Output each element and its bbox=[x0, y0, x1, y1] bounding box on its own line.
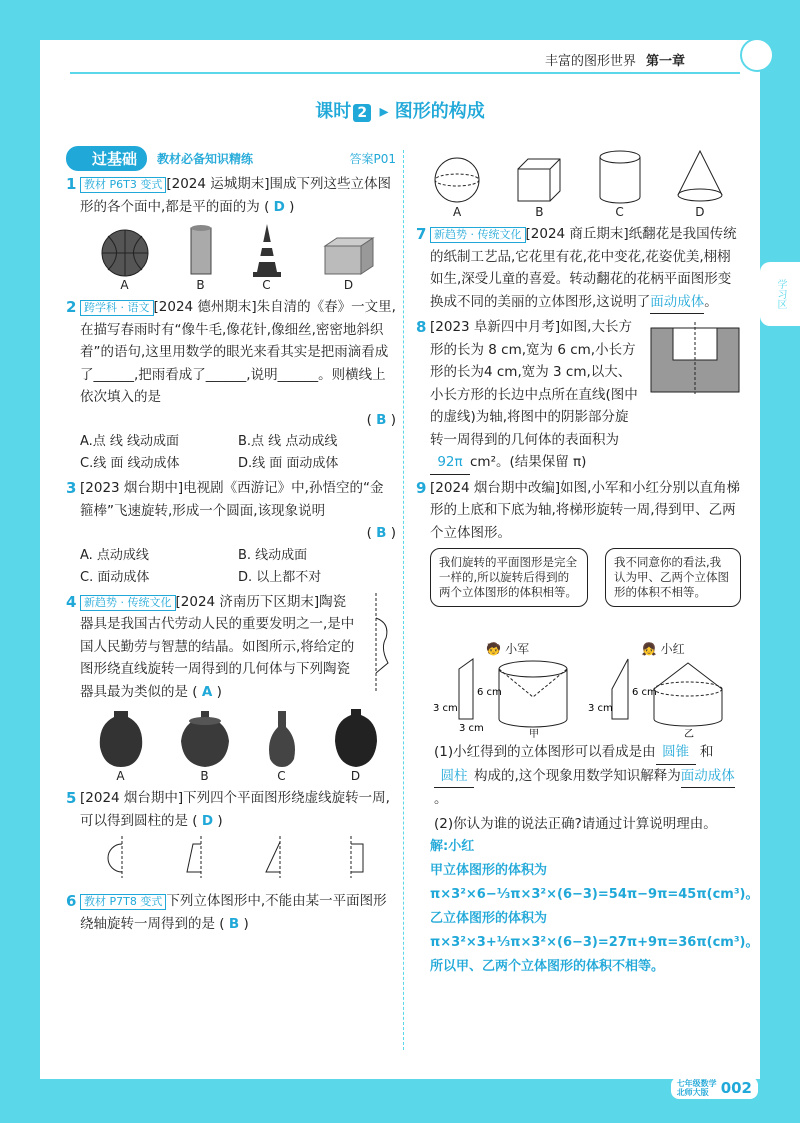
part1-text: (1)小红得到的立体图形可以看成是由 bbox=[434, 744, 656, 760]
unit-note: cm²。(结果保留 π) bbox=[470, 454, 587, 470]
footer-small-2: 北师大版 bbox=[676, 1088, 709, 1097]
question-text: [2024 济南历下区期末]陶瓷器具是我国古代劳动人民的重要发明之一,是中国人民勤劳与智慧的结晶。如图所示,将给定的图形绕直线旋转一周得到的几何体与下列陶瓷器具最为类似的是 bbox=[80, 593, 355, 700]
question-5: 5 [2024 烟台期中]下列四个平面图形绕虚线旋转一周,可以得到圆柱的是 ( D ) bbox=[66, 789, 390, 829]
question-number: 7 bbox=[416, 225, 427, 243]
header-divider bbox=[70, 72, 740, 74]
cylinder-icon bbox=[597, 149, 643, 205]
answer: D bbox=[201, 812, 214, 829]
question-9 bbox=[416, 477, 741, 545]
lesson-title: 课时 2 ▸ 图形的构成 bbox=[315, 101, 485, 122]
option-d: D.线 面 面动成体 bbox=[238, 456, 339, 471]
option-a: A.点 线 线动成面 bbox=[80, 434, 180, 449]
question-tag: 教材 P6T3 变式 bbox=[80, 177, 166, 193]
option-label: C bbox=[262, 278, 271, 292]
fig-label-jia: 甲 bbox=[528, 729, 539, 739]
answer: B bbox=[228, 915, 240, 932]
half-circle-shape bbox=[100, 836, 140, 886]
question-tag: 新趋势 · 传统文化 bbox=[80, 595, 176, 611]
section-header bbox=[66, 145, 396, 171]
fig-label-yi: 乙 bbox=[684, 729, 695, 739]
answer-blank: 圆锥 bbox=[656, 741, 696, 765]
option-d-box bbox=[321, 234, 377, 292]
option-c: C. 面动成体 bbox=[80, 569, 150, 585]
basketball-icon bbox=[100, 228, 150, 278]
figure-jia bbox=[433, 657, 583, 739]
side-tab[interactable]: 学习区 bbox=[760, 262, 800, 326]
question-number: 3 bbox=[66, 479, 77, 497]
option-c: C.线 面 线动成体 bbox=[80, 456, 180, 471]
pottery-d bbox=[331, 707, 381, 783]
lesson-prefix: 课时 bbox=[315, 101, 352, 122]
figure-yi bbox=[588, 657, 738, 739]
trapezoid-shape bbox=[179, 836, 219, 886]
sphere-icon bbox=[432, 155, 482, 205]
dim-label-a: 3 cm bbox=[588, 703, 614, 714]
top-frame bbox=[0, 0, 800, 40]
question-text: [2024 运城期末]围成下列这些立体图形的各个面中,都是平的面的为 bbox=[80, 176, 392, 215]
vase-icon bbox=[264, 709, 300, 769]
question-2: 2 跨学科 · 语文 [2024 德州期末]朱自清的《春》一文里,在描写春雨时有“像牛毛,像花针,像细丝,密密地斜织着”的语句,这里用数学的眼光来看其实是把雨滴看成了______,把雨看成了______,说明______。则横线上依次填入的是 ( B ) bbox=[66, 298, 396, 428]
option-d: D. 以上都不对 bbox=[238, 569, 322, 585]
option-label: A bbox=[116, 769, 125, 783]
question-tag: 跨学科 · 语文 bbox=[80, 300, 154, 316]
option-label: A bbox=[453, 205, 462, 219]
question-tag: 教材 P7T8 变式 bbox=[80, 894, 166, 910]
left-column bbox=[66, 145, 396, 935]
question-text: [2023 烟台期中]电视剧《西游记》中,孙悟空的“金箍棒”飞速旋转,形成一个圆面,该现象说明 bbox=[80, 480, 384, 519]
ginger-jar-icon bbox=[331, 707, 381, 769]
solution-line-3: 所以甲、乙两个立体图形的体积不相等。 bbox=[430, 959, 665, 974]
answer-blank: 面动成体 bbox=[681, 765, 735, 789]
characters bbox=[416, 607, 741, 657]
question-text: [2024 烟台期中改编]如图,小军和小红分别以直角梯形的上底和下底为轴,将梯形旋转一周,得到甲、乙两个立体图形。 bbox=[430, 479, 740, 541]
section-badge: 过基础 bbox=[66, 146, 147, 171]
right-column bbox=[416, 145, 759, 979]
cube-icon bbox=[514, 155, 564, 205]
shaded-rectangle-figure bbox=[649, 322, 741, 394]
option-label: B bbox=[535, 205, 544, 219]
book-title: 丰富的图形世界 bbox=[545, 54, 637, 69]
chapter-label: 第一章 bbox=[646, 54, 686, 69]
lesson-name: 图形的构成 bbox=[394, 101, 485, 122]
footer-small-1: 七年级数学 bbox=[676, 1079, 717, 1088]
xiaojun-name: 小军 bbox=[505, 642, 530, 656]
question-tag: 新趋势 · 传统文化 bbox=[430, 227, 526, 243]
answer: A bbox=[201, 683, 213, 700]
q6-images bbox=[416, 149, 741, 219]
question-number: 9 bbox=[416, 478, 427, 497]
cylinder-option bbox=[597, 149, 643, 219]
cylinder-can-icon bbox=[189, 224, 213, 278]
option-c-cone bbox=[252, 222, 282, 292]
question-number: 2 bbox=[66, 298, 77, 316]
option-b: B. 线动成面 bbox=[238, 547, 308, 563]
answer-blank: 92π bbox=[430, 451, 470, 475]
question-text: 下列立体图形中,不能由某一平面图形绕轴旋转一周得到的是 bbox=[80, 893, 387, 932]
q5-images bbox=[66, 836, 396, 886]
question-4: 4 新趋势 · 传统文化 [2024 济南历下区期末]陶瓷器具是我国古代劳动人民的重要发明之一,是中国人民勤劳与智慧的结晶。如图所示,将给定的图形绕直线旋转一周得到的几何体与下列陶瓷器具最为类似的是 ( A ) bbox=[66, 591, 396, 704]
solution-head: 解:小红 bbox=[430, 839, 475, 854]
q9-part2 bbox=[416, 813, 741, 836]
rectangle-shape bbox=[337, 836, 377, 886]
answer-blank: 面动成体 bbox=[650, 291, 704, 315]
question-text: [2024 德州期末]朱自清的《春》一文里,在描写春雨时有“像牛毛,像花针,像细丝,密密地斜织着”的语句,这里用数学的眼光来看其实是把雨滴看成了______,把雨看成了______,说明______。则横线上依次填入的是 bbox=[80, 299, 396, 405]
xiaojun-speech-bubble: 我们旋转的平面图形是完全一样的,所以旋转后得到的两个立体图形的体积相等。 bbox=[430, 548, 588, 607]
footer-small-text bbox=[677, 1079, 717, 1097]
triangle-shape bbox=[258, 836, 298, 886]
option-label: B bbox=[196, 278, 205, 292]
answer: B bbox=[376, 525, 387, 541]
dim-label-c: 6 cm bbox=[476, 687, 502, 698]
solution-line-1: 甲立体图形的体积为 π×3²×6−⅓π×3²×(6−3)=54π−9π=45π(cm³)。 bbox=[430, 863, 759, 902]
cube-option bbox=[514, 155, 564, 219]
q1-images bbox=[66, 222, 396, 292]
xiaohong-name: 小红 bbox=[660, 642, 685, 656]
option-label: D bbox=[695, 205, 705, 219]
question-number: 5 bbox=[66, 789, 77, 807]
xiaohong-figure: 👧 小红 bbox=[641, 642, 685, 656]
pottery-c bbox=[264, 709, 300, 783]
option-label: A bbox=[120, 278, 129, 292]
q4-images bbox=[66, 707, 396, 783]
solution bbox=[416, 835, 759, 979]
cone-option bbox=[675, 149, 725, 219]
cardboard-box-icon bbox=[321, 234, 377, 278]
option-a-basketball bbox=[100, 228, 150, 292]
q3-options bbox=[66, 545, 396, 589]
option-label: D bbox=[350, 769, 361, 783]
dialogue-bubbles bbox=[416, 548, 741, 607]
lesson-number: 2 bbox=[353, 104, 371, 122]
option-label: C bbox=[277, 769, 286, 783]
question-number: 4 bbox=[66, 592, 77, 611]
option-a: A. 点动成线 bbox=[80, 547, 149, 563]
question-8 bbox=[416, 316, 741, 475]
option-b-cylinder bbox=[189, 224, 213, 292]
solid-figures bbox=[416, 657, 741, 739]
pottery-a bbox=[96, 709, 146, 783]
question-text: [2024 商丘期末]纸翻花是我国传统的纸制工艺品,它花里有花,花中变花,花姿优美,栩栩如生,深受儿童的喜爱。转动翻花的花柄平面图形变换成不同的美丽的立体图形,这说明了 bbox=[430, 226, 737, 310]
cone-icon bbox=[675, 149, 725, 205]
question-number: 6 bbox=[66, 892, 77, 910]
question-text: [2024 烟台期中]下列四个平面图形绕虚线旋转一周,可以得到圆柱的是 bbox=[80, 790, 390, 829]
part1-text: 和 bbox=[699, 744, 714, 760]
pottery-b bbox=[177, 709, 233, 783]
answer: D bbox=[273, 198, 285, 215]
question-number: 1 bbox=[66, 175, 77, 193]
page-number: 002 bbox=[720, 1078, 752, 1097]
question-text: [2023 阜新四中月考]如图,大长方形的长为 8 cm,宽为 6 cm,小长方形的长为4 cm,宽为 3 cm,以大、小长方形的长边中点所在直线(图中的虚线)为轴,将图中的阴影部分旋转一周得到的几何体的表面积为 bbox=[430, 319, 638, 448]
xiaojun-figure: 🧒 小军 bbox=[486, 642, 530, 656]
xiaohong-speech-bubble: 我不同意你的看法,我认为甲、乙两个立体图形的体积不相等。 bbox=[605, 548, 741, 607]
sphere-option bbox=[432, 155, 482, 219]
answer: B bbox=[376, 411, 387, 428]
running-header bbox=[545, 50, 685, 69]
page-number-badge bbox=[671, 1077, 758, 1100]
traffic-cone-icon bbox=[252, 222, 282, 278]
section-subtitle: 教材必备知识精练 bbox=[157, 151, 254, 166]
jar-icon bbox=[96, 709, 146, 769]
question-6: 6 教材 P7T8 变式 下列立体图形中,不能由某一平面图形绕轴旋转一周得到的是 ( B ) bbox=[66, 892, 387, 932]
dim-label-c: 6 cm bbox=[632, 687, 658, 698]
q2-options bbox=[66, 431, 396, 475]
column-divider bbox=[403, 150, 404, 1050]
answer-reference[interactable]: 答案P01 bbox=[349, 151, 396, 166]
question-number: 8 bbox=[416, 318, 427, 336]
answer-blank: 圆柱 bbox=[434, 765, 474, 789]
mascot-icon bbox=[740, 38, 774, 72]
question-1: 1 教材 P6T3 变式 [2024 运城期末]围成下列这些立体图形的各个面中,都是平的面的为 ( D ) bbox=[66, 175, 392, 215]
option-label: B bbox=[200, 769, 209, 783]
option-b: B.点 线 点动成线 bbox=[238, 434, 338, 449]
part1-text: 构成的,这个现象用数学知识解释为 bbox=[474, 767, 681, 784]
rotation-figure bbox=[366, 593, 396, 693]
right-frame bbox=[760, 0, 800, 1123]
dim-label-a: 3 cm bbox=[432, 703, 458, 714]
question-3: 3 [2023 烟台期中]电视剧《西游记》中,孙悟空的“金箍棒”飞速旋转,形成一个圆面,该现象说明 ( B ) bbox=[66, 479, 396, 541]
question-7: 7 新趋势 · 传统文化 [2024 商丘期末]纸翻花是我国传统的纸制工艺品,它花里有花,花中变花,花姿优美,栩栩如生,深受儿童的喜爱。转动翻花的花柄平面图形变换成不同的美丽的立体图形,这说明了面动成体。 bbox=[416, 223, 741, 314]
dim-label-b: 3 cm bbox=[458, 723, 484, 734]
part2-text: (2)你认为谁的说法正确?请通过计算说明理由。 bbox=[434, 815, 717, 832]
q9-part1: (1)小红得到的立体图形可以看成是由 圆锥 和圆柱 构成的,这个现象用数学知识解释为面动成体。 bbox=[416, 741, 741, 811]
option-label: D bbox=[343, 278, 354, 292]
solution-line-2: 乙立体图形的体积为 π×3²×3+⅓π×3²×(6−3)=27π+9π=36π(cm³)。 bbox=[430, 911, 759, 950]
option-label: C bbox=[615, 205, 624, 219]
lidded-jar-icon bbox=[177, 709, 233, 769]
